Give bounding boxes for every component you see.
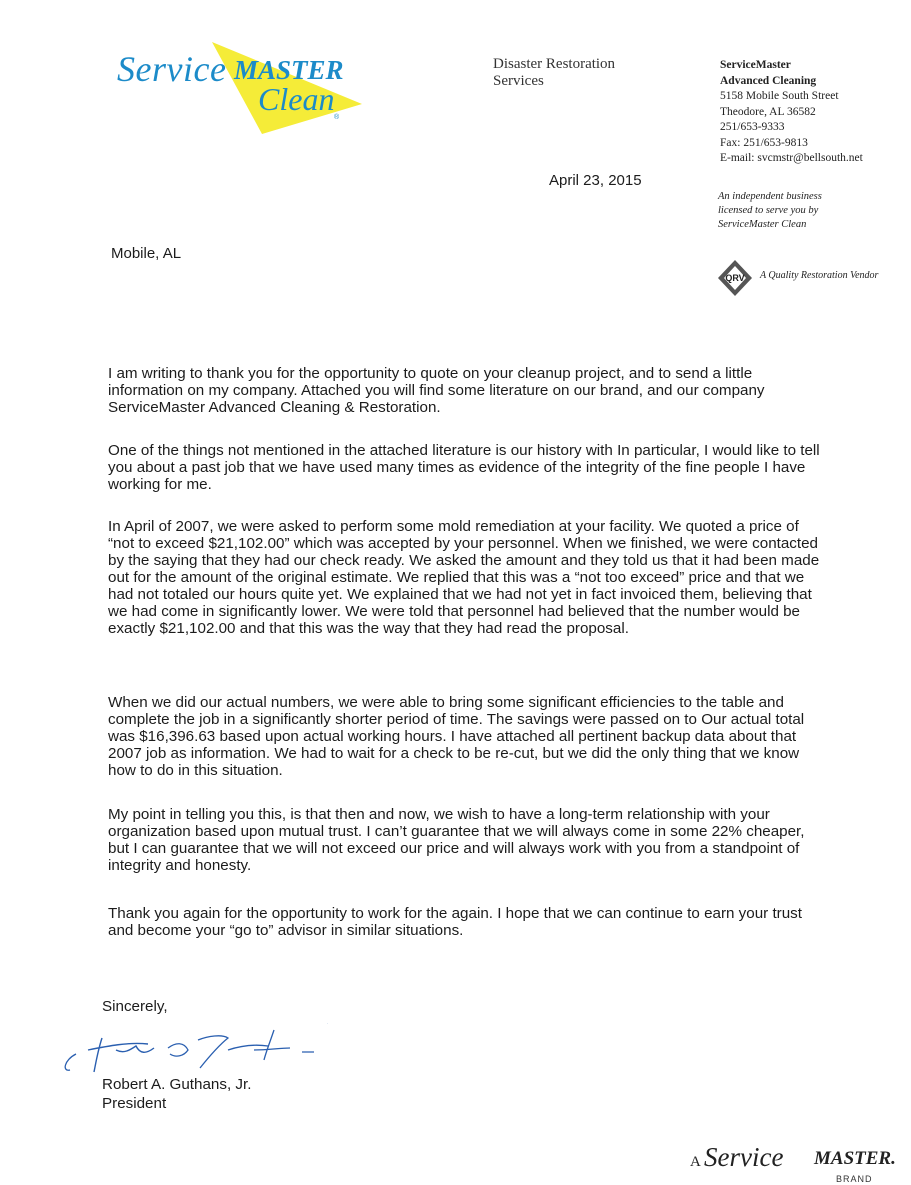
signature-stroke: [168, 1030, 314, 1068]
handwritten-signature: [58, 1020, 328, 1082]
brand-sub: BRAND: [836, 1174, 873, 1184]
independent-line-3: ServiceMaster Clean: [718, 219, 807, 230]
logo-text-master: MASTER: [234, 55, 344, 85]
signature-stroke: [65, 1054, 76, 1070]
department-heading: [493, 56, 683, 90]
qrv-vendor-badge: [716, 258, 906, 298]
signer-block: [102, 1075, 251, 1113]
contact-phone: 251/653-9333: [720, 121, 785, 133]
logo-text-service: Service: [117, 49, 227, 89]
body-paragraph-4: When we did our actual numbers, we were able to bring some significant efficiencies to the table and complete the job in a significantly shorter period of time. The savings were passed on to Our actual total was $16,396.63 based upon actual working hours. I have attached all pertinent backup data about that 2007 job as information. We had to wait for a check to be re-cut, but we did the only thing that we know how to do in this situation.: [108, 694, 805, 779]
body-paragraph-1: I am writing to thank you for the opportunity to quote on your cleanup project, and to send a little information on my company. Attached you will find some literature on our brand, and our company ServiceMaster Advanced Cleaning & Restoration.: [108, 365, 765, 416]
logo-text-clean: Clean: [258, 81, 335, 117]
department-line-2: Services: [493, 73, 544, 89]
signer-title: President: [102, 1095, 167, 1112]
contact-city: Theodore, AL 36582: [720, 105, 816, 118]
qrv-badge-text: QRV: [725, 273, 745, 283]
independent-line-2: licensed to serve you by: [718, 205, 819, 216]
signer-name: Robert A. Guthans, Jr.: [102, 1076, 252, 1093]
signature-stroke: [88, 1038, 154, 1072]
contact-block: [720, 58, 910, 167]
contact-company: ServiceMaster: [720, 59, 791, 71]
department-line-1: Disaster Restoration: [493, 56, 616, 72]
body-paragraph-3: In April of 2007, we were asked to perform some mold remediation at your facility. We quoted a price of “not to exceed $21,102.00” which was accepted by your personnel. When we finished, we were contacted by the saying that they had our check ready. We asked the amount and they told us that it had been made out for the amount of the original estimate. We replied that this was a “not too exceed” price and that we had not totaled our hours quite yet. We explained that we had not yet in fact invoiced them, believing that we had come in significantly lower. We were told that personnel had believed that the number would be exactly $21,102.00 and that this was the way that they had read the proposal.: [108, 518, 820, 637]
closing-salutation: Sincerely,: [102, 998, 168, 1015]
contact-division: Advanced Cleaning: [720, 74, 817, 87]
qrv-label: A Quality Restoration Vendor: [760, 270, 879, 281]
independent-business-note: [718, 190, 908, 232]
contact-fax: Fax: 251/653-9813: [720, 136, 808, 149]
independent-line-1: An independent business: [718, 191, 822, 202]
footer-servicemaster-brand: [690, 1142, 896, 1185]
contact-street: 5158 Mobile South Street: [720, 90, 839, 102]
brand-master: MASTER.: [814, 1148, 896, 1169]
qrv-logo-icon: [716, 258, 754, 298]
contact-email: E-mail: svcmstr@bellsouth.net: [720, 152, 863, 164]
body-paragraph-6: Thank you again for the opportunity to work for the again. I hope that we can continue to earn your trust and become your “go to” advisor in similar situations.: [108, 905, 802, 939]
logo-registered-mark: ®: [334, 114, 340, 121]
brand-prefix: A: [690, 1154, 701, 1170]
body-paragraph-5: My point in telling you this, is that then and now, we wish to have a long-term relationship with your organization based upon mutual trust. I can’t guarantee that we will always come in some 22% cheaper, but I can guarantee that we will not exceed our price and will always work with you from a standpoint of integrity and honesty.: [108, 806, 805, 874]
recipient-city: Mobile, AL: [111, 245, 182, 262]
letter-date: April 23, 2015: [549, 172, 642, 189]
brand-service: Service: [704, 1142, 784, 1172]
body-paragraph-2: One of the things not mentioned in the attached literature is our history with In particular, I would like to tell you about a past job that we have used many times as evidence of the integrity of the fine people I have working for me.: [108, 442, 820, 493]
servicemaster-clean-logo: [112, 38, 372, 138]
